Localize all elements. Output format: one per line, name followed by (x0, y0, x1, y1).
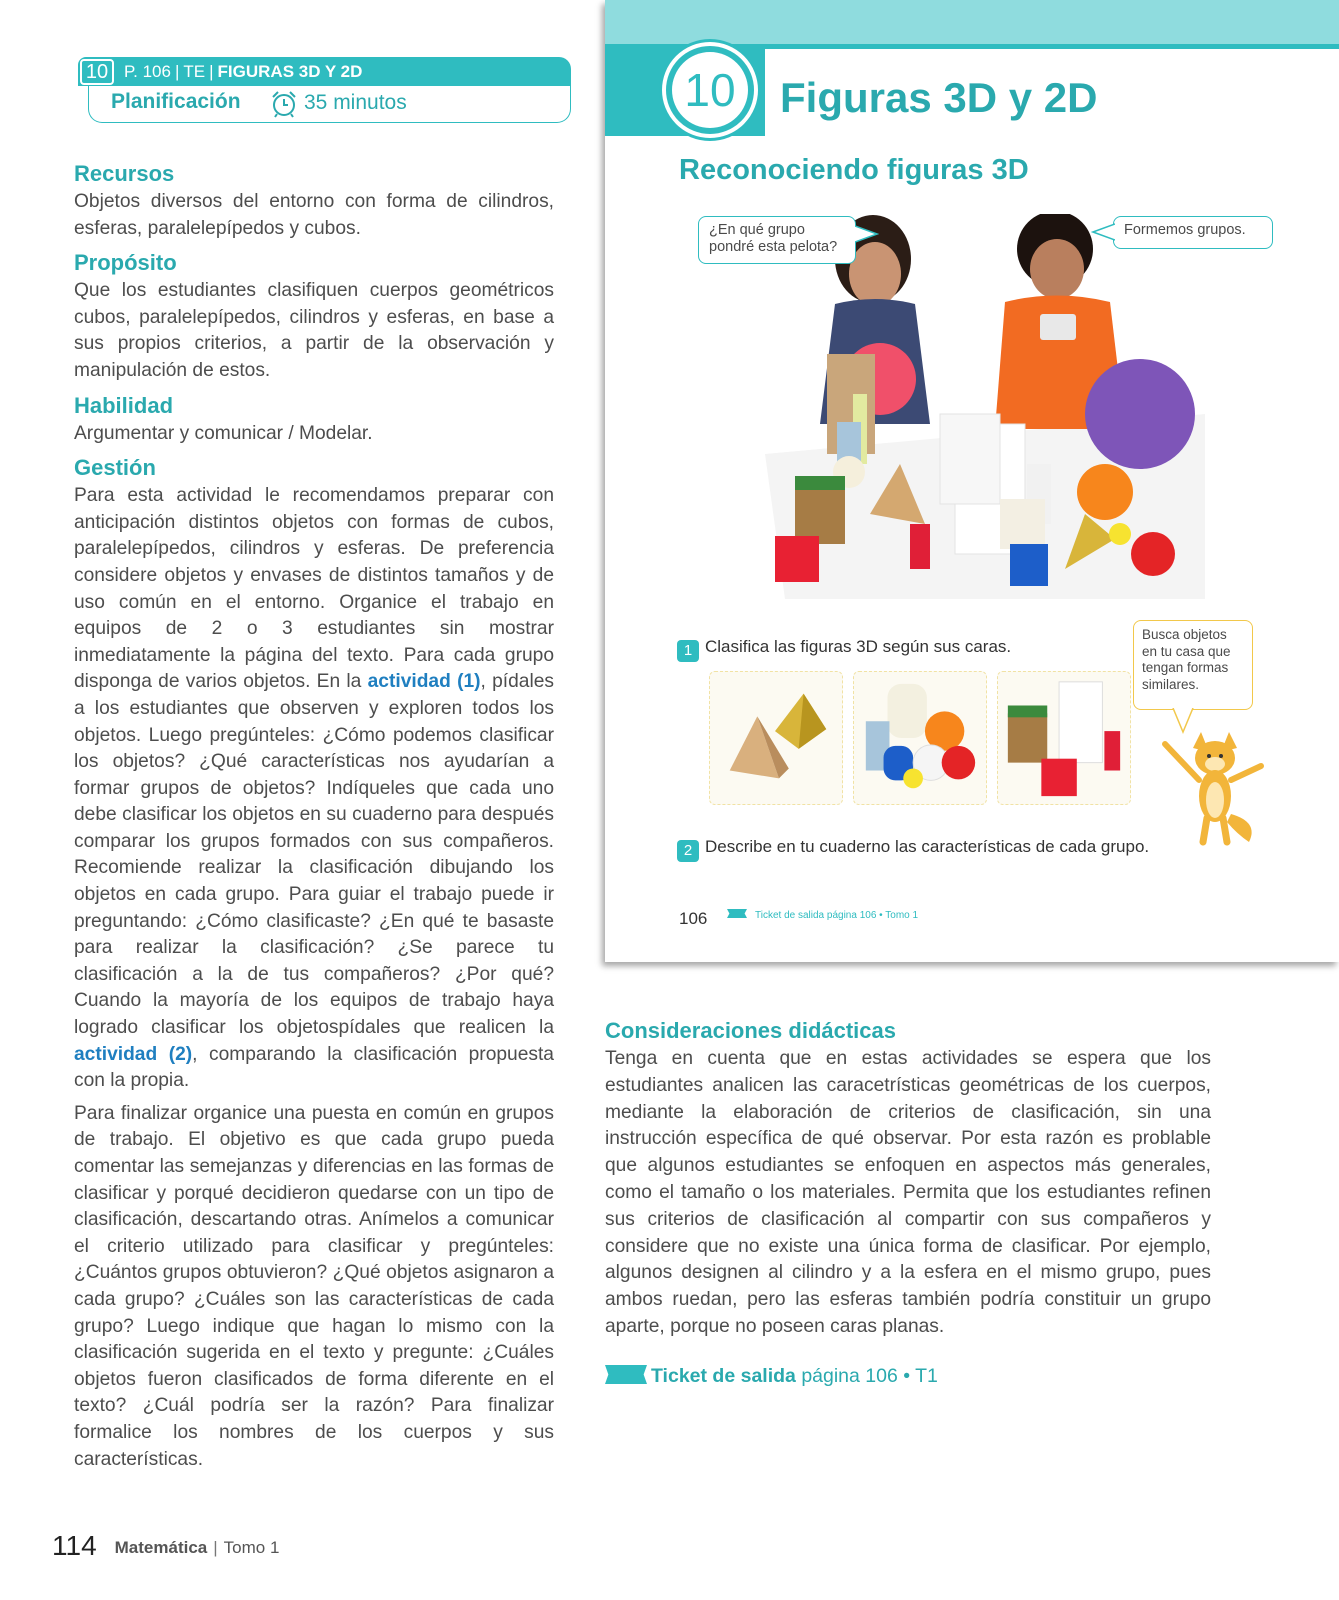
te-label: TE (183, 62, 206, 81)
boy-speech-bubble: Formemos grupos. (1113, 216, 1273, 249)
panel-ticket-note (727, 909, 918, 921)
panel-top-band (605, 0, 1339, 44)
activity-2-link: actividad (2) (74, 1043, 193, 1065)
activity-2 (677, 837, 1149, 862)
footer-volume: Tomo 1 (223, 1538, 280, 1557)
gestion-text-b: , pídales a los estudiantes que observen y exploren todos los objetos. Luego pregúnteles: ¿Cómo podemos clasificar los objetos? ¿Qué características nos ayudarían a formar grupos de objetos? Indíqueles que cada uno debe clasificar los objetos en su cuaderno para después comparar los grupos formados con sus compañeros. Recomiende realizar la clasificación dibujando los objetos en cada grupo. Para guiar el trabajo puede ir preguntando: ¿Cómo clasificaste? ¿En qué te basaste para realizar la clasificación? ¿Se parece tu clasificación a la de tus compañeros? ¿Por qué? Cuando la mayoría de los equipos de trabajo haya logrado clasificar los objetospídales que realicen la (74, 671, 555, 1039)
round-objects-image (854, 672, 986, 804)
proposito-text: Que los estudiantes clasifiquen cuerpos geométricos cubos, paralelepípedos, cilindros y esferas, en base a sus propios criterios, a partir de la observación y manipulación de estos. (74, 280, 554, 381)
footer-separator: | (213, 1538, 218, 1557)
girl-speech-bubble: ¿En qué grupo pondré esta pelota? (698, 216, 856, 264)
activity-1-number: 1 (677, 640, 699, 662)
panel-title: Figuras 3D y 2D (780, 74, 1098, 121)
ticket-large-icon (605, 1365, 647, 1384)
girl-bubble-tail (855, 224, 879, 244)
fox-mascot-icon (1157, 718, 1267, 846)
gestion-heading: Gestión (74, 455, 156, 481)
duration: 35 minutos (304, 91, 407, 114)
alarm-clock-icon (269, 89, 299, 119)
panel-page-number: 106 (679, 909, 708, 928)
lesson-header-bar (78, 57, 571, 86)
recursos-heading: Recursos (74, 161, 175, 186)
proposito-heading: Propósito (74, 250, 177, 276)
tip-box: Busca objetos en tu casa que tengan formas similares. (1133, 620, 1253, 710)
topic-label: FIGURAS 3D Y 2D (217, 62, 363, 81)
footer-book: Matemática (114, 1538, 208, 1557)
ticket-de-salida (605, 1365, 938, 1388)
boy-bubble-tail (1091, 222, 1115, 242)
left-column (74, 153, 554, 1473)
children-shapes-photo (765, 214, 1205, 608)
activity-1-text: Clasifica las figuras 3D según sus caras. (705, 637, 1012, 656)
consideraciones-heading: Consideraciones didácticas (605, 1018, 896, 1043)
gestion-text-c: , comparando la clasificación propuesta con la propia. (74, 1043, 554, 1092)
habilidad-heading: Habilidad (74, 392, 174, 418)
recursos-text: Objetos diversos del entorno con forma de cilindros, esferas, paralelepípedos y cubos. (74, 191, 554, 239)
lesson-header (78, 57, 571, 123)
planning-label: Planificación (111, 90, 241, 113)
gestion-paragraph-1 (74, 483, 554, 1095)
ticket-icon (727, 909, 747, 918)
unit-number: 10 (672, 52, 748, 128)
panel-subtitle: Reconociendo figuras 3D (679, 154, 1029, 186)
group-boxes-box (997, 671, 1131, 805)
footer-page-number: 114 (52, 1530, 97, 1561)
unit-number-circle (662, 42, 758, 138)
right-column (605, 1010, 1211, 1341)
lesson-number-badge: 10 (80, 59, 114, 85)
group-pyramids-box (709, 671, 843, 805)
page-reference: P. 106 (124, 62, 171, 81)
lesson-breadcrumb: P. 106 | TE | FIGURAS 3D Y 2D (124, 62, 363, 81)
panel-ticket-text: Ticket de salida página 106 • Tomo 1 (755, 910, 919, 921)
activity-2-text: Describe en tu cuaderno las características de cada grupo. (705, 837, 1150, 856)
activity-1-link: actividad (1) (367, 671, 481, 693)
gestion-paragraph-2: Para finalizar organice una puesta en común en grupos de trabajo. El objetivo es que cada grupo pueda comentar las semejanzas y diferencias en las formas de clasificar y porqué decidieron quedarse con un tipo de clasificación, descartando otras. Anímelos a comunicar el criterio utilizado para clasificar y pregúnteles: ¿Cuántos grupos obtuvieron? ¿Qué objetos asignaron a cada grupo? ¿Cuáles son las características de cada grupo? Luego indique que hagan lo mismo con la clasificación sugerida en el texto y pregunte: ¿Cuáles objetos fueron clasificados de forma diferente en el texto? ¿Cuál podría ser la razón? Para finalizar formalice los nombres de los cuerpos y sus características. (74, 1102, 554, 1470)
activity-1 (677, 637, 1011, 662)
activity-2-number: 2 (677, 840, 699, 862)
gestion-text-a: Para esta actividad le recomendamos preparar con anticipación distintos objetos con formas de cubos, paralelepípedos, cilindros y esferas. De preferencia considere objetos y envases de distintos tamaños y de uso común en el entorno. Organice el trabajo en equipos de 2 o 3 estudiantes sin mostrar inmediatamente la página del texto. Para cada grupo disponga de varios objetos. En la (74, 485, 554, 693)
tip-box-tail (1171, 708, 1197, 734)
page-footer (52, 1530, 279, 1562)
boxes-image (998, 672, 1130, 804)
ticket-label: Ticket de salida (651, 1365, 796, 1387)
planning-box (88, 86, 571, 123)
consideraciones-text: Tenga en cuenta que en estas actividades se espera que los estudiantes analicen las caracetrísticas geométricas de los cuerpos, mediante la elaboración de criterios de clasificación, sin una instrucción específica de qué observar. Por esta razón es problable que algunos estudiantes se enfoquen en aspectos más generales, como el tamaño o los materiales. Permita que los estudiantes refinen sus criterios de clasificación al compartir con sus compañeros y considere que no existe una única forma de clasificar. Por ejemplo, algunos designen al cilindro y a la esfera en el mismo grupo, pues ambos ruedan, pero las esferas también podría constituir un grupo aparte, porque no poseen caras planas. (605, 1048, 1211, 1337)
habilidad-text: Argumentar y comunicar / Modelar. (74, 422, 373, 444)
ticket-page-ref: página 106 • T1 (801, 1365, 938, 1387)
pyramids-image (710, 672, 842, 804)
group-round-box (853, 671, 987, 805)
student-page-panel (605, 0, 1339, 962)
